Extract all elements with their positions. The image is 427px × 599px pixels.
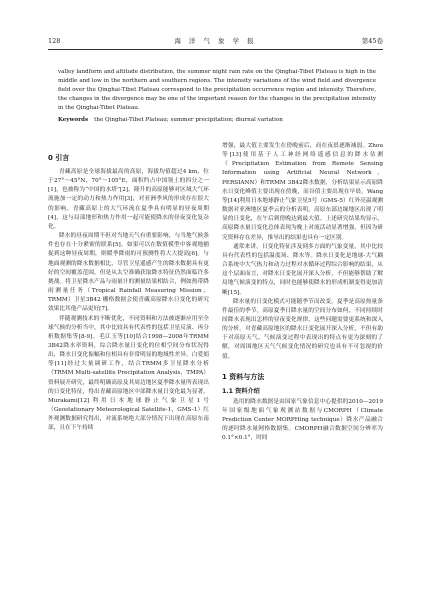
left-column (48, 152, 209, 434)
volume-label: 第45卷 (361, 37, 383, 45)
intro-paragraph-2: 降水的昼夜周期不但对当地天气有重要影响，与当地气候条件也存在十分紧密的联系[5]。如果可以在数值模型中客观地捕捉到这种昼夜周期，则暖季降雨的可预测性将大大提高[6]。与地面观测的降水数据相比，尽管卫星遥感产生的降水数据具有更好的空间覆盖范围，但是从太空准确获取降水特征仍然面临许多挑战。将卫星降水产品与雨量计的测量结果相结合，例如热带降雨测量任务（Tropical Rainfall Measuring Mission，TRMM）卫星3B42 栅格数据会使青藏高原降水日变化的研究效果比其他产品更好[7]。 (48, 233, 209, 313)
keywords-label: Keywords (58, 116, 89, 123)
intro-paragraph-4: 增强，最大值主要发生在傍晚前后，而在夜晨逐渐减弱。Zhou等[13]使用基于人工神经网络遥感信息的降水估测（Precipitation Estimation from Remote Sensing Information using Artificial Neural Network，PERSIANN）和TRMM 3B42降水数据，分析结果显示高原降水日变化峰值主要出现在傍晚，而谷值主要出现在早晨。Wang等[14]利用日本地球静止气象卫星5号（GMS-5）红外亮温观测数据对亚洲地区夏季云的分析表明，高原东部边缘地区出现了明显的日变化，在午后到傍晚达到最大值。上述研究结果均显示，高原降水量日变化总体表现为晚上对流活动显著增强，但因为研究资料存在差异，推导出的结果也具有一定区别。 (222, 143, 383, 241)
intro-paragraph-1: 青藏高原是全球海拔最高的高原，海拔均值超过4 km，位于27°～45°N、70°～105°E，面积约占中国领土的四分之一[1]，也被称为“中国的水塔”[2]。隆升的高原能够对区域大气环流施加一定的动力和热力作用[3]，对亚洲季风的形成存在很大的影响。青藏高原上的大气环流在夏季具有明显的昼夜周期[4]，这与局部地形和热力作用一起可能使降水的昼夜变化复杂化。 (48, 169, 209, 230)
right-column (222, 142, 383, 444)
english-abstract (58, 68, 376, 124)
keywords-line (58, 116, 376, 125)
section-intro-title: 0 引言 (48, 154, 70, 162)
data-paragraph: 选用的降水数据是由国家气象信息中心提供的2010—2019年国家级地面气象观测站数据与CMORPH（Climate Prediction Center MORPHing technique）降水产品融合的逐时降水量网格数据集。CMORPH融合数据空间分辨率为0.1°×0.1°，时间 (222, 398, 383, 442)
abstract-text: valley landform and altitude distribution, the summer night rain rate on the Qinghai-Tibet Plateau is high in the middle and low in the northern and southern regions. The intensity variations of the wind field and divergence field over the Qinghai-Tibet Plateau correspond to the precipitation occurrence region and intensity. Therefore, the changes in the divergence may be one of the important reason for the changes in the precipitation intensity in the Qinghai-Tibet Plateau. (58, 69, 376, 111)
section-1-title: 1 资料与方法 (222, 372, 265, 381)
keywords-text: the Qinghai-Tibet Plateau; summer precipitation; diurnal variation (94, 116, 283, 123)
intro-paragraph-6: 降水量的日变化模式可能随季节而改变，夏季是高原热量条件最佳的季节。高原夏季日降水量的空间分布如何，不同持续时间降水表现出怎样的昼夜变化规律，这些问题需要更系统和深入的分析。对青藏高原地区的降水日变化展开深入分析，不但有助于对高原天气、气候演变过程中表现出的特点有更为深刻的了解，对周围地区天气气候变化情况的研究也具有不可忽视的价值。 (222, 298, 383, 360)
intro-paragraph-3: 伴随观测技术的不断优化，不同资料和方法被逐渐应用至全球气候的分析当中，其中比较具有代表性的包括卫星反演、再分析数据集等[8-9]。毛江玉等[10]结合1998—2008年TRMM 3B42降水率资料，综合降水量日变化的位相空间分布状况得出，降水日变化振幅和位相具有非常明显的地域性差异。白爱娟等[11]经过大量调研工作，结合TRMM多卫星降水分析（TRMM Multi-satellite Precipitation Analysis，TMPA）资料展开研究，最终明确高原及其周边地区夏季降水量所表现出的日变化特征，得出青藏高原地区中部降水量日变化最为显著。Murakami[12]利用日本地球静止气象卫星1号（Geostationary Meteorological Satellite-1，GMS-1）红外观测数据研究得出，对流系统绝大部分情况下出现在高原东南部，且在下午持续 (48, 315, 209, 432)
intro-paragraph-5: 通常来讲，日变化特征涉及到多方面的气象变量，其中比较具有代表性的包括温度场、降水等。降水日变化是地球-大气耦合系统中大气热力和动力过程对水循环过程综合影响的结果，从这个层面而言，对降水日变化展开深入分析，不但能够帮助了解局地气候演变的特点，同时也能够使降水的形成机制变得更加清晰[15]。 (222, 243, 383, 296)
journal-name: 海 洋 气 象 学 报 (174, 37, 257, 45)
header-rule (48, 49, 383, 50)
page-number: 128 (48, 37, 61, 45)
running-header (48, 36, 383, 46)
section-1-1-title: 1.1 资料介绍 (222, 387, 260, 395)
